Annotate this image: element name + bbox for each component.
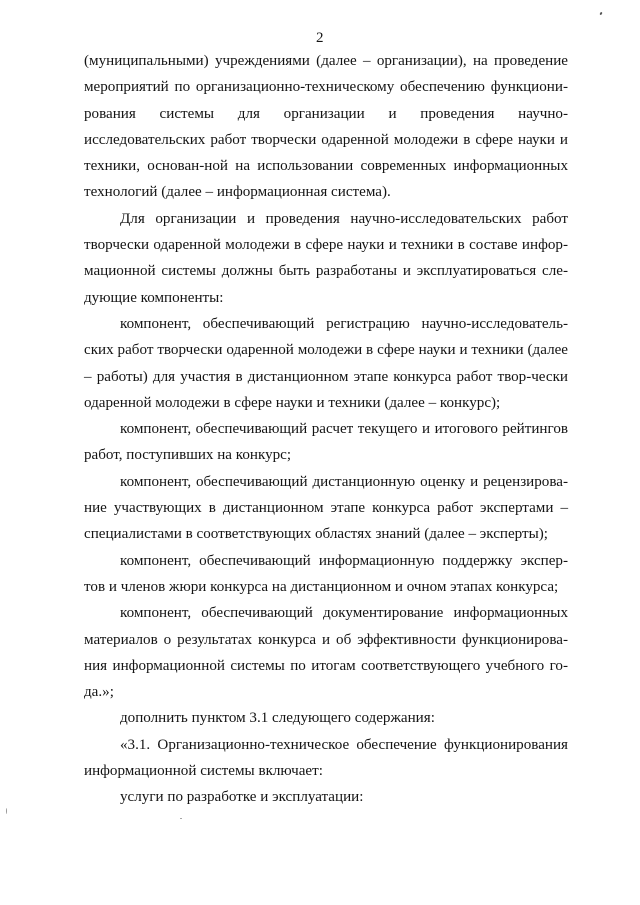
page-number: 2 [316,30,324,46]
paragraph-continuation: (муниципальными) учреждениями (далее – организации), на проведение мероприятий по организационно-техническому обеспечению функциони-рования системы для организации и проведения научно-исследовательских работ творчески одаренной молодежи в сфере науки и техники, основан-ной на использовании современных информационных технологий (далее – информационная система). [84,53,568,201]
scan-speck [599,12,602,16]
paragraph-registration-component: компонент, обеспечивающий регистрацию научно-исследователь-ских работ творчески одаренной молодежи в сфере науки и техники (далее – работы) для участия в дистанционном этапе конкурса работ твор-чески одаренной молодежи в сфере науки и техники (далее – конкурс); [84,315,568,411]
scan-speck [180,818,182,819]
paragraph-components-intro: Для организации и проведения научно-исследовательских работ творчески одаренной молодежи в сфере науки и техники в составе инфор-мационной системы должны быть разработаны и эксплуатироваться сле-дующие компоненты: [84,210,568,306]
paragraph-support-component: компонент, обеспечивающий информационную поддержку экспер-тов и членов жюри конкурса на дистанционном и очном этапах конкурса; [84,552,568,595]
document-body [84,48,568,811]
paragraph-add-clause: дополнить пунктом 3.1 следующего содержания: [120,710,435,727]
paragraph-services: услуги по разработке и эксплуатации: [120,789,364,806]
paragraph-rating-component: компонент, обеспечивающий расчет текущего и итогового рейтингов работ, поступивших на конкурс; [84,421,568,464]
paragraph-documentation-component: компонент, обеспечивающий документирование информационных материалов о результатах конкурса и об эффективности функционирова-ния информационной системы по итогам соответствующего учебного го-да.»; [84,605,568,701]
paragraph-review-component: компонент, обеспечивающий дистанционную оценку и рецензирова-ние участвующих в дистанционном этапе конкурса работ экспертами – специалистами в соответствующих областях знаний (далее – эксперты); [84,473,568,543]
paragraph-clause-3-1: «3.1. Организационно-техническое обеспечение функционирования информационной системы включает: [84,736,568,780]
scan-speck [6,808,7,814]
